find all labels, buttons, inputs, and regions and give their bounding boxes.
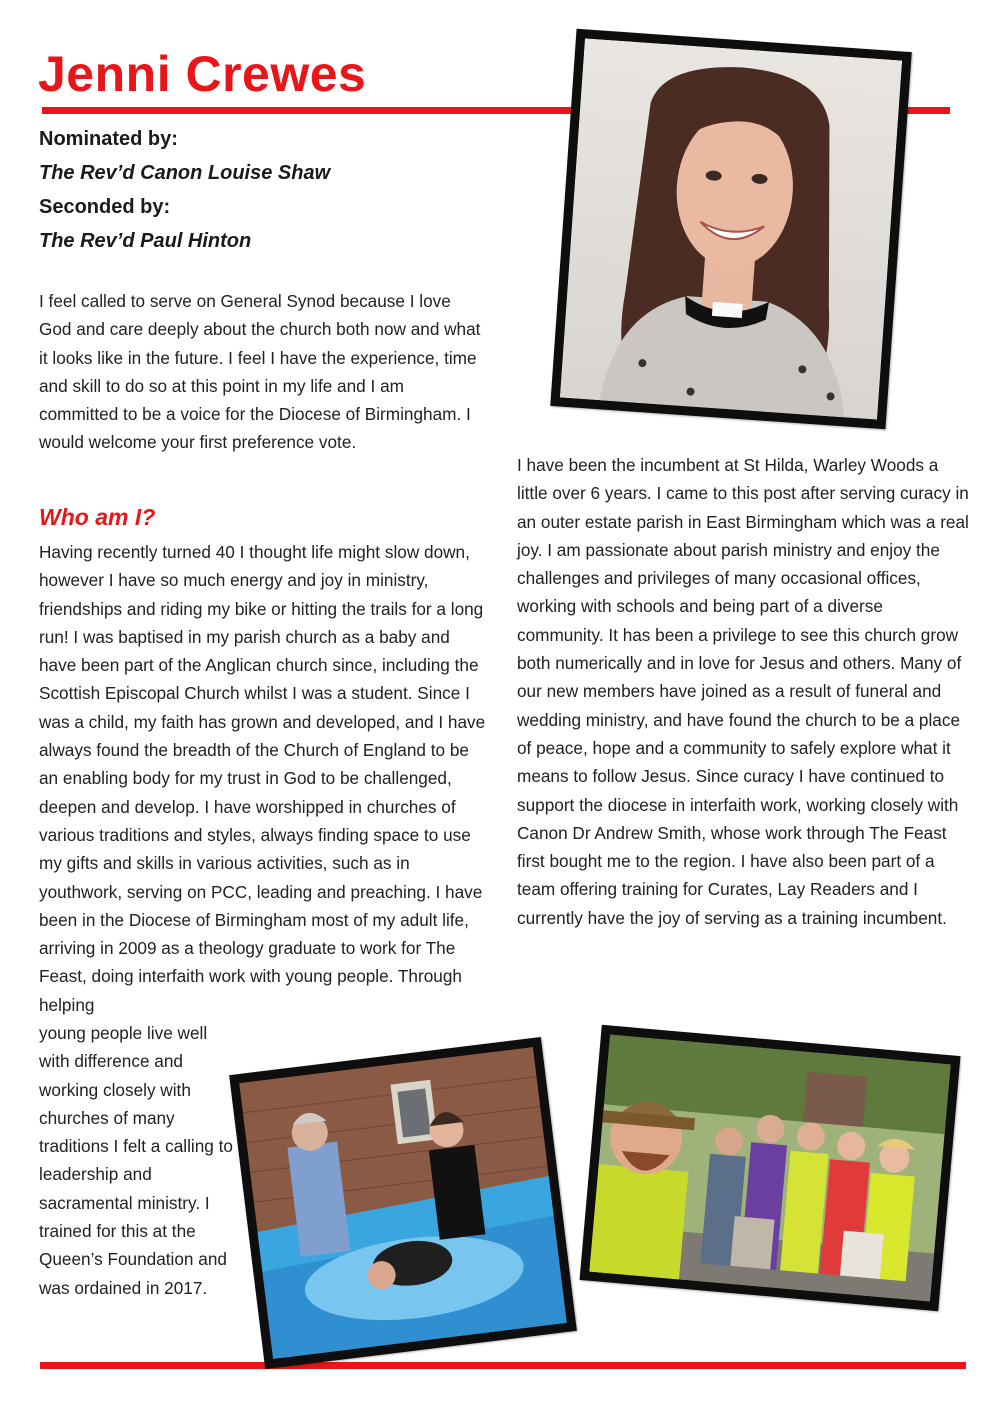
seconded-label: Seconded by:: [39, 196, 171, 218]
portrait-image: [560, 38, 902, 419]
footer-rule: [40, 1362, 966, 1369]
seconder-name: The Rev’d Paul Hinton: [39, 230, 252, 252]
nominator-name: The Rev’d Canon Louise Shaw: [39, 162, 331, 184]
group-photo: [580, 1025, 961, 1311]
page-title: Jenni Crewes: [38, 46, 367, 102]
group-image: [589, 1035, 950, 1302]
who-am-i-paragraph-continued: young people live well with difference and working closely with churches of many traditions I felt a calling to leadership and sacramental ministry. I trained for this at the Queen’s Foundation and was ordained in 2017.: [39, 1023, 233, 1298]
baptism-photo: [229, 1037, 577, 1369]
section-heading-who-am-i: Who am I?: [39, 504, 156, 530]
ministry-paragraph: I have been the incumbent at St Hilda, Warley Woods a little over 6 years. I came to this post after serving curacy in an outer estate parish in East Birmingham which was a real joy. I am passionate about parish ministry and enjoy the challenges and privileges of many occasional offices, working with schools and being part of a diverse community. It has been a privilege to see this church grow both numerically and in love for Jesus and others. Many of our new members have joined as a result of funeral and wedding ministry, and have found the church to be a place of peace, hope and a community to safely explore what it means to follow Jesus. Since curacy I have continued to support the diocese in interfaith work, working closely with Canon Dr Andrew Smith, whose work through The Feast first bought me to the region. I have also been part of a team offering training for Curates, Lay Readers and I currently have the joy of serving as a training incumbent.: [517, 455, 969, 928]
nomination-block: [39, 122, 519, 258]
baptism-image: [239, 1047, 567, 1359]
nominated-label: Nominated by:: [39, 128, 178, 150]
portrait-photo: [550, 29, 912, 430]
who-am-i-paragraph: Having recently turned 40 I thought life might slow down, however I have so much energy and joy in ministry, friendships and riding my bike or hitting the trails for a long run! I was baptised in my parish church as a baby and have been part of the Anglican church since, including the Scottish Episcopal Church whilst I was a student. Since I was a child, my faith has grown and developed, and I have always found the breadth of the Church of England to be an enabling body for my trust in God to be challenged, deepen and develop. I have worshipped in churches of various traditions and styles, always finding space to use my gifts and skills in various activities, such as in youthwork, serving on PCC, leading and preaching. I have been in the Diocese of Birmingham most of my adult life, arriving in 2009 as a theology graduate to work for The Feast, doing interfaith work with young people. Through helping: [39, 542, 486, 1015]
intro-paragraph: I feel called to serve on General Synod because I love God and care deeply about the church both now and what it looks like in the future. I feel I have the experience, time and skill to do so at this point in my life and I am committed to be a voice for the Diocese of Birmingham. I would welcome your first preference vote.: [39, 291, 481, 453]
